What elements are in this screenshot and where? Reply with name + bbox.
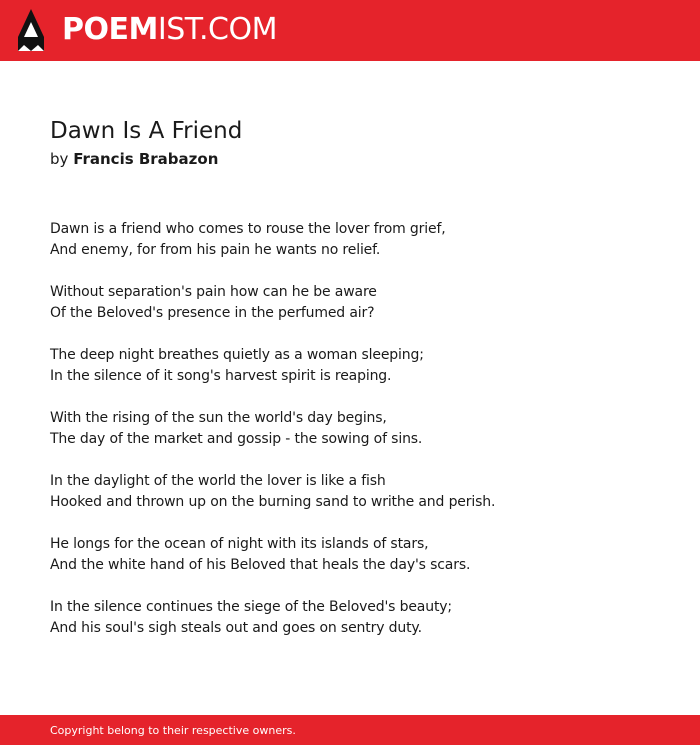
stanza — [50, 534, 670, 576]
stanza — [50, 219, 670, 261]
poem-line: Dawn is a friend who comes to rouse the lover from grief, — [50, 221, 446, 237]
poem-line: Of the Beloved's presence in the perfumed air? — [50, 305, 375, 321]
poem-line: And the white hand of his Beloved that heals the day's scars. — [50, 557, 471, 573]
author-name: Francis Brabazon — [73, 150, 219, 168]
poem-line: The day of the market and gossip - the sowing of sins. — [50, 431, 423, 447]
stanza — [50, 345, 670, 387]
pencil-logo-icon[interactable] — [18, 9, 44, 51]
poem-line: And enemy, for from his pain he wants no relief. — [50, 242, 381, 258]
by-label: by — [50, 150, 69, 168]
logo-text-light: IST.COM — [157, 12, 277, 47]
stanza — [50, 471, 670, 513]
site-header — [0, 0, 700, 61]
site-logo-text[interactable] — [62, 12, 277, 48]
poem-line: He longs for the ocean of night with its islands of stars, — [50, 536, 429, 552]
poem-line: In the silence continues the siege of the Beloved's beauty; — [50, 599, 453, 615]
poem-line: With the rising of the sun the world's day begins, — [50, 410, 387, 426]
stanza — [50, 597, 670, 639]
stanza — [50, 408, 670, 450]
site-footer — [0, 715, 700, 745]
poem-line: Hooked and thrown up on the burning sand to writhe and perish. — [50, 494, 496, 510]
poem-line: Without separation's pain how can he be aware — [50, 284, 377, 300]
logo-text-bold: POEM — [62, 12, 158, 47]
poem-line: In the daylight of the world the lover is like a fish — [50, 473, 386, 489]
poem-line: In the silence of it song's harvest spirit is reaping. — [50, 368, 392, 384]
poem-line: And his soul's sigh steals out and goes on sentry duty. — [50, 620, 422, 636]
poem-title: Dawn Is A Friend — [50, 118, 243, 144]
poem-body — [50, 219, 670, 660]
poem-line: The deep night breathes quietly as a woman sleeping; — [50, 347, 424, 363]
copyright-text: Copyright belong to their respective owners. — [50, 724, 296, 737]
stanza — [50, 282, 670, 324]
byline — [50, 149, 218, 169]
